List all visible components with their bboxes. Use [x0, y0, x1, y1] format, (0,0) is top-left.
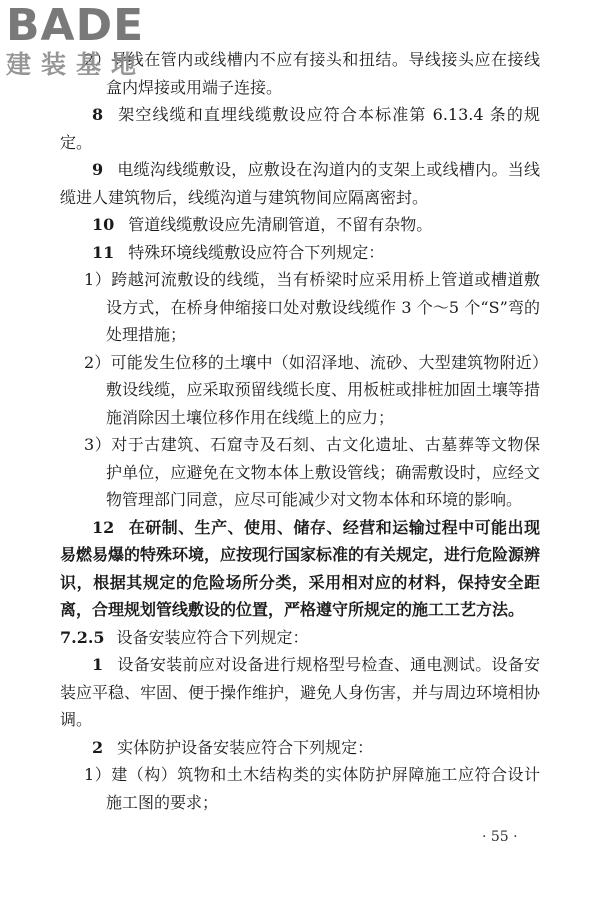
watermark-brand: BADE	[6, 0, 145, 51]
section-number: 7.2.5	[60, 627, 105, 647]
watermark-subtitle: 建装基地	[6, 50, 147, 79]
clause-text: 管道线缆敷设应先清刷管道，不留有杂物。	[128, 215, 433, 234]
clause-number: 9	[92, 160, 104, 179]
clause-text: 电缆沟线缆敷设，应敷设在沟道内的支架上或线槽内。当线缆进人建筑物后，线缆沟道与建筑物间应隔离密封。	[60, 160, 540, 207]
clause-number: 11	[92, 242, 115, 262]
clause-number: 1	[92, 655, 104, 674]
clause-number: 12	[92, 517, 115, 537]
clause-text: 实体防护设备安装应符合下列规定：	[117, 737, 374, 757]
clause-number: 10	[92, 215, 115, 234]
clause-9	[60, 156, 540, 211]
clause-2	[60, 734, 540, 817]
sub-item: 2）导线在管内或线槽内不应有接头和扭结。导线接头应在接线盒内焊接或用端子连接。	[84, 50, 540, 97]
clause-2-continuation	[60, 46, 540, 101]
clause-12	[60, 514, 540, 624]
clause-number: 2	[92, 737, 104, 757]
page-number: · 55 ·	[482, 829, 518, 845]
clause-1	[60, 651, 540, 734]
clause-text: 特殊环境线缆敷设应符合下列规定：	[128, 242, 385, 262]
sub-item: 3）对于古建筑、石窟寺及石刻、古文化遗址、古墓葬等文物保护单位，应避免在文物本体上敷设管线；确需敷设时，应经文物管理部门同意，应尽可能减少对文物本体和环境的影响。	[84, 435, 540, 509]
document-page	[60, 46, 540, 816]
clause-text: 设备安装前应对设备进行规格型号检查、通电测试。设备安装应平稳、牢固、便于操作维护，避免人身伤害，并与周边环境相协调。	[60, 655, 541, 729]
clause-text: 架空线缆和直埋线缆敷设应符合本标准第 6.13.4 条的规定。	[60, 105, 540, 152]
clause-text: 在研制、生产、使用、储存、经营和运输过程中可能出现易燃易爆的特殊环境，应按现行国家标准的有关规定，进行危险源辨识，根据其规定的危险场所分类，采用相对应的材料，保持安全距离，合理规划管线敷设的位置，严格遵守所规定的施工工艺方法。	[60, 517, 541, 619]
clause-number: 8	[92, 105, 104, 124]
section-text: 设备安装应符合下列规定：	[116, 627, 309, 647]
clause-10	[60, 211, 540, 239]
sub-item: 1）跨越河流敷设的线缆，当有桥梁时应采用桥上管道或槽道敷设方式，在桥身伸缩接口处对敷设线缆作 3 个～5 个“S”弯的处理措施；	[84, 270, 540, 344]
sub-item: 2）可能发生位移的土壤中（如沼泽地、流砂、大型建筑物附近）敷设线缆，应采取预留线缆长度、用板桩或排桩加固土壤等措施消除因土壤位移作用在线缆上的应力；	[84, 352, 540, 427]
sub-item: 1）建（构）筑物和土木结构类的实体防护屏障施工应符合设计施工图的要求；	[84, 765, 540, 812]
clause-11	[60, 239, 540, 514]
section-7-2-5	[60, 624, 540, 652]
clause-8	[60, 101, 540, 156]
